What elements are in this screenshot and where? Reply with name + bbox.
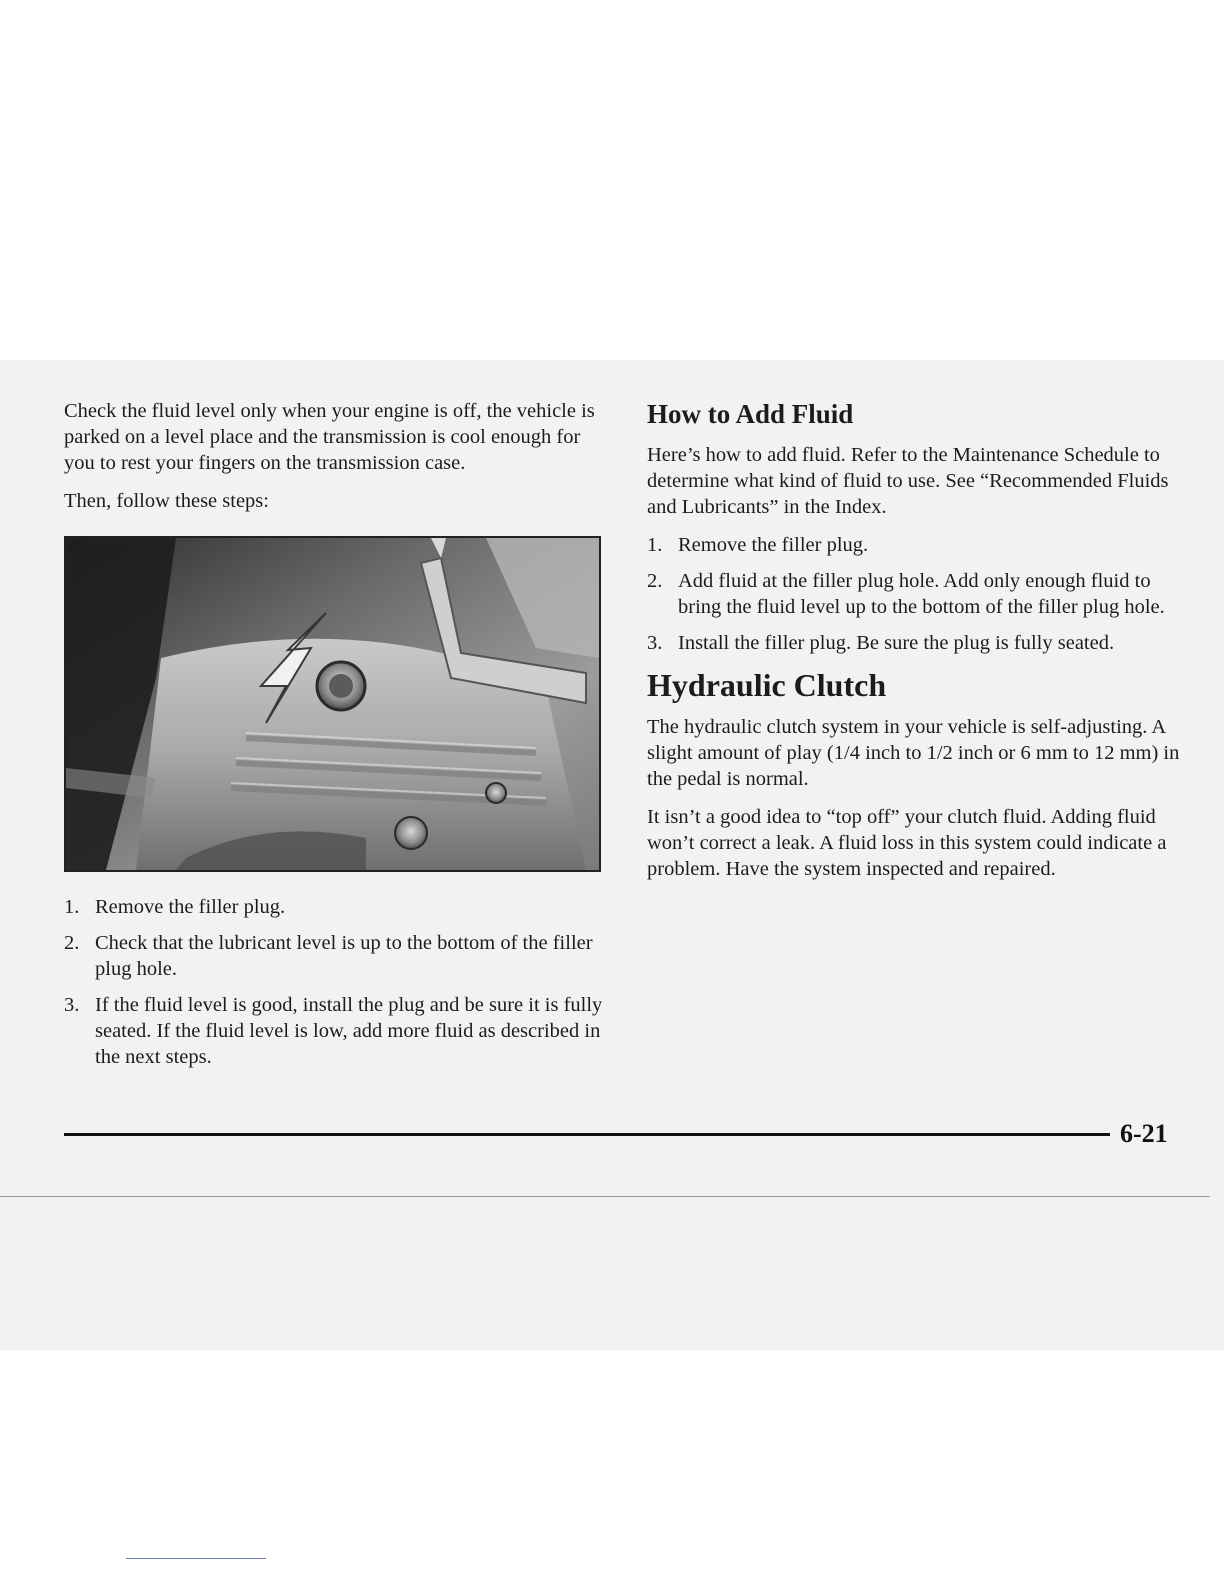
check-steps-list bbox=[64, 894, 604, 1070]
transmission-filler-plug-photo bbox=[64, 536, 601, 872]
link-underline bbox=[126, 1558, 266, 1559]
add-fluid-heading: How to Add Fluid bbox=[647, 399, 854, 429]
page-number: 6-21 bbox=[1120, 1119, 1168, 1148]
bottom-divider bbox=[0, 1196, 1210, 1197]
list-item bbox=[647, 630, 1187, 656]
list-item bbox=[647, 568, 1187, 620]
step-number: 3. bbox=[64, 994, 80, 1016]
add-fluid-paragraph: Here’s how to add fluid. Refer to the Maintenance Schedule to determine what kind of fluid to use. See “Recommended Fluids and Lubricants” in the Index. bbox=[647, 444, 1169, 518]
intro-paragraph: Check the fluid level only when your engine is off, the vehicle is parked on a level place and the transmission is cool enough for you to rest your fingers on the transmission case. bbox=[64, 400, 595, 474]
step-text: Add fluid at the filler plug hole. Add only enough fluid to bring the fluid level up to the bottom of the filler plug hole. bbox=[678, 570, 1165, 618]
step-text: Install the filler plug. Be sure the plug is fully seated. bbox=[678, 632, 1115, 654]
list-item bbox=[64, 930, 604, 982]
step-number: 2. bbox=[64, 932, 80, 954]
step-number: 2. bbox=[647, 570, 663, 592]
step-number: 1. bbox=[64, 896, 80, 918]
step-text: Remove the filler plug. bbox=[95, 896, 286, 918]
step-text: Remove the filler plug. bbox=[678, 534, 869, 556]
photo-illustration bbox=[66, 538, 599, 870]
then-text: Then, follow these steps: bbox=[64, 490, 269, 512]
list-item bbox=[64, 992, 604, 1070]
add-fluid-steps-list bbox=[647, 532, 1187, 656]
list-item bbox=[64, 894, 604, 920]
step-text: Check that the lubricant level is up to the bottom of the filler plug hole. bbox=[95, 932, 593, 980]
clutch-paragraph-2: It isn’t a good idea to “top off” your clutch fluid. Adding fluid won’t correct a leak. A fluid loss in this system could indicate a problem. Have the system inspected and repaired. bbox=[647, 806, 1167, 880]
step-text: If the fluid level is good, install the plug and be sure it is fully seated. If the fluid level is low, add more fluid as described in the next steps. bbox=[95, 994, 603, 1068]
hydraulic-clutch-heading: Hydraulic Clutch bbox=[647, 667, 887, 703]
clutch-paragraph-1: The hydraulic clutch system in your vehicle is self-adjusting. A slight amount of play (1/4 inch to 1/2 inch or 6 mm to 12 mm) in the pedal is normal. bbox=[647, 716, 1180, 790]
footer-rule bbox=[64, 1133, 1110, 1136]
left-column bbox=[64, 398, 604, 1080]
right-column bbox=[647, 398, 1187, 894]
step-number: 1. bbox=[647, 534, 663, 556]
step-number: 3. bbox=[647, 632, 663, 654]
list-item bbox=[647, 532, 1187, 558]
